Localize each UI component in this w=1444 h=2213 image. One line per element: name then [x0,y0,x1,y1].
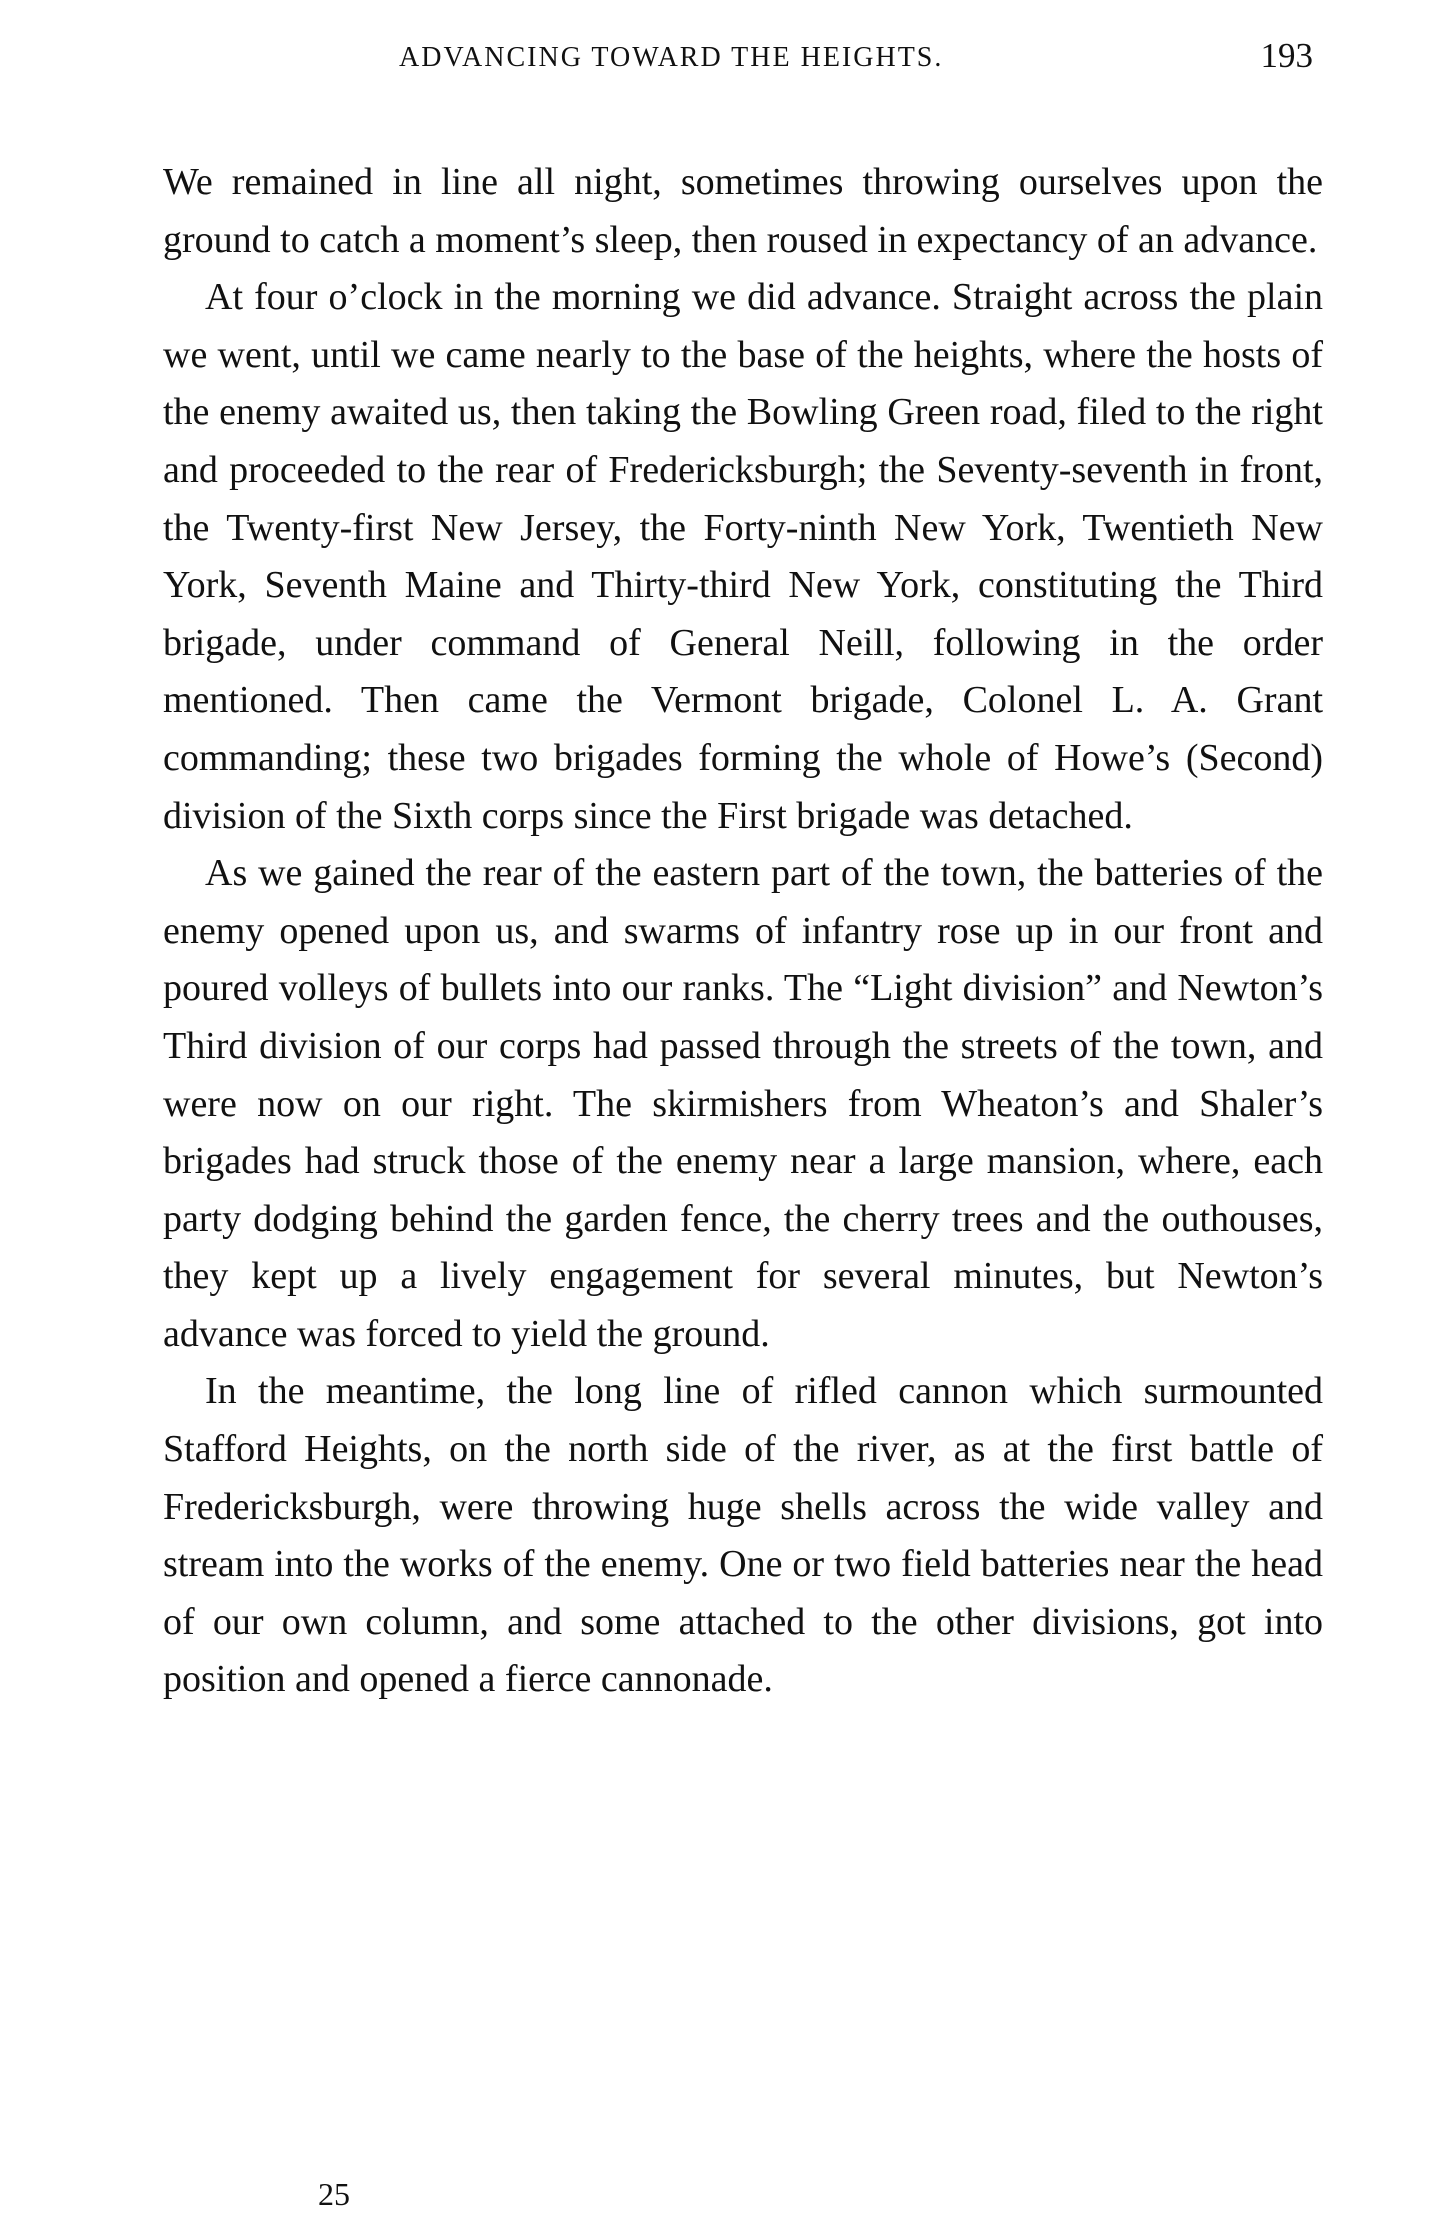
running-title: ADVANCING TOWARD THE HEIGHTS. [399,42,944,73]
paragraph: In the meantime, the long line of rifled cannon which surmounted Stafford Heights, on the north side of the river, as at the first battle of Fredericksburgh, were throwing huge shells across the wide valley and stream into the works of the enemy. One or two field batteries near the head of our own column, and some attached to the other divisions, got into position and opened a fierce cannonade. [163,1370,1323,1701]
signature-mark: 25 [318,2176,350,2212]
paragraph: At four o’clock in the morning we did advance. Straight across the plain we went, until we came nearly to the base of the heights, where the hosts of the enemy awaited us, then taking the Bowling Green road, filed to the right and proceeded to the rear of Fredericksburgh; the Seventy-seventh in front, the Twenty-first New Jersey, the Forty-ninth New York, Twentieth New York, Seventh Maine and Thirty-third New York, constituting the Third brigade, under command of General Neill, following in the order mentioned. Then came the Vermont brigade, Colonel L. A. Grant commanding; these two brigades forming the whole of Howe’s (Second) division of the Sixth corps since the First brigade was detached. [163,276,1323,837]
running-header [163,30,1323,90]
page-number: 193 [1260,36,1313,75]
paragraph: As we gained the rear of the eastern part of the town, the batteries of the enemy opened upon us, and swarms of infantry rose up in our front and poured volleys of bullets into our ranks. The “Light division” and Newton’s Third division of our corps had passed through the streets of the town, and were now on our right. The skirmishers from Wheaton’s and Shaler’s brigades had struck those of the enemy near a large mansion, where, each party dodging behind the garden fence, the cherry trees and the outhouses, they kept up a lively engagement for several minutes, but Newton’s advance was forced to yield the ground. [163,852,1323,1355]
paragraph: We remained in line all night, sometimes throwing ourselves upon the ground to catch a moment’s sleep, then roused in expectancy of an advance. [163,161,1323,261]
book-page [163,30,1323,1709]
body-text [163,154,1323,1709]
